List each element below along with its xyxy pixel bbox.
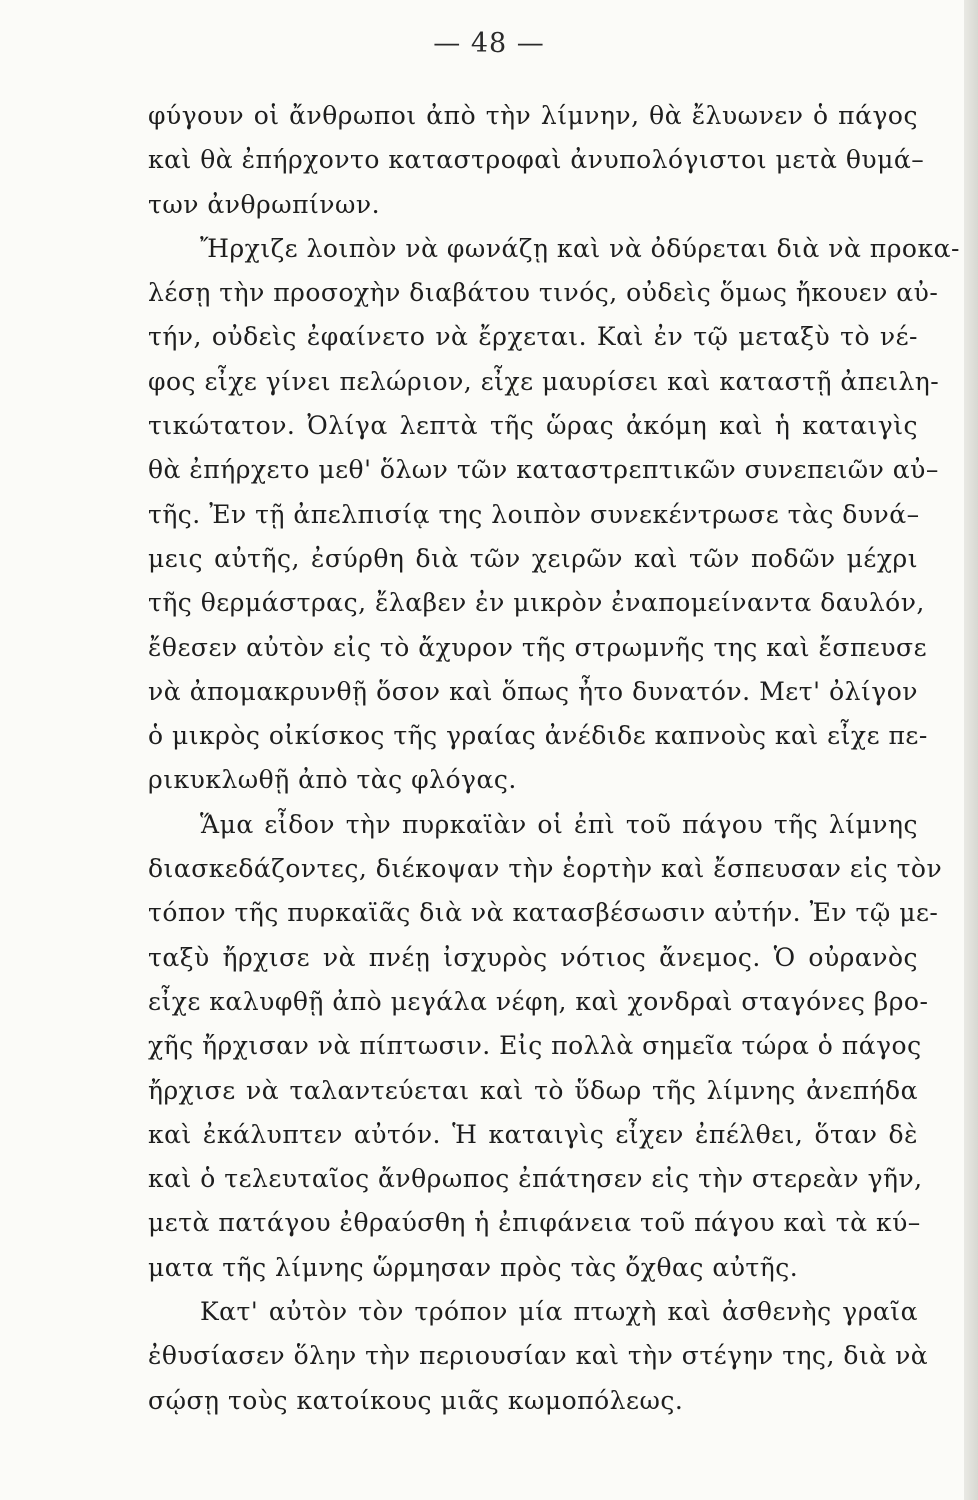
text-line: ματα τῆς λίμνης ὥρμησαν πρὸς τὰς ὄχθας αὐτῆς. <box>148 1252 799 1282</box>
text-line: καὶ θὰ ἐπήρχοντο καταστροφαὶ ἀνυπολόγιστοι μετὰ θυμά– <box>148 145 925 175</box>
text-line: ταξὺ ἤρχισε νὰ πνέῃ ἰσχυρὸς νότιος ἄνεμος. Ὁ οὐρανὸς <box>148 942 918 972</box>
text-line: φύγουν οἱ ἄνθρωποι ἀπὸ τὴν λίμνην, θὰ ἔλυωνεν ὁ πάγος <box>148 101 918 130</box>
text-line: τῆς. Ἐν τῇ ἀπελπισίᾳ της λοιπὸν συνεκέντρωσε τὰς δυνά– <box>148 499 920 529</box>
text-line: χῆς ἤρχισαν νὰ πίπτωσιν. Εἰς πολλὰ σημεῖα τώρα ὁ πάγος <box>148 1031 922 1061</box>
text-line: τικώτατον. Ὀλίγα λεπτὰ τῆς ὥρας ἀκόμη καὶ ἡ καταιγὶς <box>148 411 918 441</box>
text-line: νὰ ἀπομακρυνθῇ ὅσον καὶ ὅπως ἦτο δυνατόν. Μετ' ὀλίγον <box>148 676 918 706</box>
text-line: τῆς θερμάστρας, ἔλαβεν ἐν μικρὸν ἐναπομείναντα δαυλόν, <box>148 588 925 618</box>
text-line: ρικυκλωθῇ ἀπὸ τὰς φλόγας. <box>148 765 517 795</box>
text-line: τόπον τῆς πυρκαϊᾶς διὰ νὰ κατασβέσωσιν αὐτήν. Ἐν τῷ με- <box>148 898 939 928</box>
text-line: Ἅμα εἶδον τὴν πυρκαϊὰν οἱ ἐπὶ τοῦ πάγου τῆς λίμνης <box>200 809 918 839</box>
text-line: μετὰ πατάγου ἐθραύσθη ἡ ἐπιφάνεια τοῦ πάγου καὶ τὰ κύ– <box>148 1208 921 1238</box>
page-number: — 48 — <box>433 28 545 59</box>
text-line: καὶ ὁ τελευταῖος ἄνθρωπος ἐπάτησεν εἰς τὴν στερεὰν γῆν, <box>148 1164 923 1194</box>
text-line: ἔθεσεν αὐτὸν εἰς τὸ ἄχυρον τῆς στρωμνῆς της καὶ ἔσπευσε <box>148 632 928 662</box>
text-line: μεις αὐτῆς, ἐσύρθη διὰ τῶν χειρῶν καὶ τῶν ποδῶν μέχρι <box>148 543 918 573</box>
text-line: διασκεδάζοντες, διέκοψαν τὴν ἑορτὴν καὶ ἔσπευσαν εἰς τὸν <box>148 854 943 884</box>
paragraph <box>148 1290 929 1423</box>
text-line: ἐθυσίασεν ὅλην τὴν περιουσίαν καὶ τὴν στέγην της, διὰ νὰ <box>148 1341 929 1371</box>
page-edge <box>964 0 978 1500</box>
text-line: ὁ μικρὸς οἰκίσκος τῆς γραίας ἀνέδιδε καπνοὺς καὶ εἶχε πε- <box>148 721 928 751</box>
text-line: Κατ' αὐτὸν τὸν τρόπον μία πτωχὴ καὶ ἀσθενὴς γραῖα <box>200 1297 918 1327</box>
text-line: καὶ ἐκάλυπτεν αὐτόν. Ἡ καταιγὶς εἶχεν ἐπέλθει, ὅταν δὲ <box>148 1119 918 1149</box>
text-line: λέσῃ τὴν προσοχὴν διαβάτου τινός, οὐδεὶς ὅμως ἤκουεν αὐ- <box>148 278 939 308</box>
text-line: των ἀνθρωπίνων. <box>148 189 381 219</box>
text-line: θὰ ἐπήρχετο μεθ' ὅλων τῶν καταστρεπτικῶν συνεπειῶν αὐ– <box>148 455 939 485</box>
body-text <box>148 94 960 1423</box>
paragraph <box>148 94 925 227</box>
text-line: σῴσῃ τοὺς κατοίκους μιᾶς κωμοπόλεως. <box>148 1385 684 1415</box>
text-line: τήν, οὐδεὶς ἐφαίνετο νὰ ἔρχεται. Καὶ ἐν τῷ μεταξὺ τὸ νέ- <box>148 322 918 352</box>
text-line: φος εἶχε γίνει πελώριον, εἶχε μαυρίσει καὶ καταστῇ ἀπειλη- <box>148 366 940 396</box>
paragraph <box>148 803 943 1290</box>
text-line: Ἤρχιζε λοιπὸν νὰ φωνάζῃ καὶ νὰ ὀδύρεται διὰ νὰ προκα- <box>200 233 960 263</box>
text-line: εἶχε καλυφθῇ ἀπὸ μεγάλα νέφη, καὶ χονδραὶ σταγόνες βρο- <box>148 986 929 1016</box>
paragraph <box>148 227 960 803</box>
text-line: ἤρχισε νὰ ταλαντεύεται καὶ τὸ ὕδωρ τῆς λίμνης ἀνεπήδα <box>148 1075 918 1105</box>
